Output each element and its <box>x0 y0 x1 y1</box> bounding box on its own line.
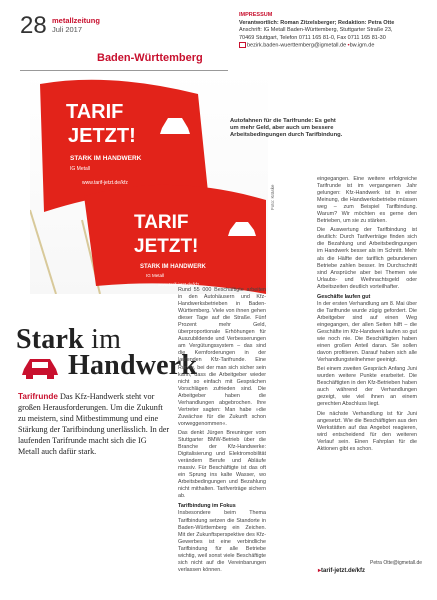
body-column-middle <box>178 287 266 574</box>
mail-icon <box>239 42 246 48</box>
right-paragraph-4: Bei einem zweiten Gespräch Anfang Juni wurden weitere Punkte erarbeitet. Die Beschäftigten in den Kfz-Betrieben haben auch während der Verhandlungen gezeigt, wie viel ihnen an einem gerechten Abschluss liegt. <box>317 366 417 408</box>
imprint-line-2: Anschrift: IG Metall Baden-Württemberg, Stuttgarter Straße 23, <box>239 27 393 34</box>
mid-paragraph-1: Rund 55 000 Beschäftigte arbeiten in den Autohäusern und Kfz-Handwerksbetrieben in Baden-Württemberg. Viele von ihnen gehen dieser Tage auf die Straße. Fünf Prozent mehr Geld, überproportionale Erhöhungen für Auszubildende und Verbesserungen am Vergütungssystem – das sind die Kernforderungen in der laufenden Kfz-Tarifrunde. Eine Runde, bei der man sich sicher sein kann, dass die Arbeitgeber wieder nicht so einfach mit Gesprächen Vorschlägen zufrieden sind. Die Arbeitgeber haben die Verhandlungen abgebrochen. Ihre Vertreter sagten: Man habe »die Zuwächse für die Zukunft schon vorweggenommen«. <box>178 287 266 427</box>
page-number: 28 <box>20 12 47 39</box>
mid-paragraph-2: Das denkt Jürgen Breuninger vom Stuttgarter BMW-Betrieb über die Branche der Kfz-Handwerke: Digitalisierung und Elektromobilität verändern Berufe und Abläufe massiv. Für Beschäftigte ist das oft ein Sprung ins kalte Wasser, wo Arbeitsbedingungen und Bezahlung nicht mithalten. Tarifverträge sichern ab. <box>178 429 266 500</box>
flag-1-line4: IG Metall <box>70 166 91 172</box>
imprint-box <box>239 12 424 50</box>
right-subheading: Geschäfte laufen gut <box>317 293 371 300</box>
body-column-right <box>317 176 417 453</box>
region-label: Baden-Württemberg <box>97 52 203 64</box>
flags-illustration <box>30 72 268 294</box>
flag-1-line1: TARIF <box>66 101 124 123</box>
headline-word-3: Handwerk <box>68 350 198 381</box>
imprint-line-3: 70469 Stuttgart, Telefon 0711 165 81-0, Fax 0711 165 81-30 <box>239 34 386 41</box>
imprint-contact <box>239 42 424 50</box>
flag-1-url: www.tarif-jetzt.de/kfz <box>82 180 128 186</box>
author-signature: Petra Otte@igmetall.de <box>370 560 423 566</box>
flag-2-line3: STARK IM HANDWERK <box>140 264 206 270</box>
flag-2-line4: IG Metall <box>146 273 165 278</box>
flag-2-line1: TARIF <box>134 212 189 233</box>
headline-word-2: im <box>91 324 122 355</box>
web-icon: • <box>347 42 350 49</box>
flag-2-url: www.tarif-jetzt.de/kfz <box>158 282 200 287</box>
right-paragraph-3: In der ersten Verhandlung am 8. Mai über die Tarifrunde wurde zügig gefordert. Die Arbeitgeber sind auf einen Weg eingegangen, der allen Seiten hilft – die Geschäfte im Kfz-Handwerk laufen so gut wie noch nie. Die Beschäftigten haben einen großen Anteil daran. Sie sollen davon profitieren. Darauf haben sich alle Verhandlungsteilnehmer geeinigt. <box>317 300 417 364</box>
photo-caption: Autofahnen für die Tarifrunde: Es geht um mehr Geld, aber auch um bessere Arbeitsbedingungen durch Tarifbindung. <box>230 118 343 139</box>
brand-name: metallzeitung <box>52 16 100 25</box>
flags-photo <box>30 72 268 294</box>
mid-paragraph-3: Insbesondere beim Thema Tarifbindung setzen die Standorte in Baden-Württemberg ein Zeichen. Mit der Zukunftsperspektive des Kfz-Gewerbes ist eine verbindliche Tarifbindung für alle Betriebe wichtig, weil sonst viele Beschäftigte sich nicht auf die Vereinbarungen verlassen können. <box>178 510 266 573</box>
campaign-link[interactable]: ▸tarif-jetzt.de/kfz <box>318 568 366 574</box>
imprint-title: IMPRESSUM <box>239 12 273 18</box>
flag-1-line3: STARK IM HANDWERK <box>70 155 142 162</box>
article-lead <box>18 392 170 457</box>
mid-subheading: Tarifbindung im Fokus <box>178 503 236 510</box>
imprint-email[interactable]: bezirk.baden-wuerttemberg@igmetall.de <box>247 42 347 49</box>
flag-2-line2: JETZT! <box>134 236 199 257</box>
imprint-line-1: Verantwortlich: Roman Zitzelsberger; Redaktion: Petra Otte <box>239 19 395 26</box>
right-paragraph-5: Die nächste Verhandlung ist für Juni angesetzt. Wie die Beschäftigten aus den Werkstätten auf das Angebot reagieren, wird entscheidend für den weiteren Verlauf sein. Einen Fahrplan für die Aktionen gibt es schon. <box>317 410 417 452</box>
right-paragraph-1: eingegangen. Eine weitere erfolgreiche Tarifrunde ist im vergangenen Jahr gelungen: Kfz-Handwerk ist in einer Meinung, die Handwerksbetriebe müssen weg – zum Beispiel Tarifbindung. Warum? Wir möchten es gerne den Betrieben, um sie zu stärken. <box>317 176 417 225</box>
car-icon <box>20 355 60 381</box>
header-rule <box>20 70 228 71</box>
publication-brand <box>52 17 100 34</box>
lead-text: Das Kfz-Handwerk steht vor großen Herausforderungen. Um die Zukunft zu meistern, sind Mitbestimmung und eine Stärkung der Tarifbindung unerlässlich. In der laufenden Tarifrunde macht sich die IG Metall auch dafür stark. <box>18 392 170 456</box>
headline-word-1: Stark <box>16 324 84 355</box>
photo-credit: Foto: Kräske <box>270 184 275 210</box>
right-paragraph-2: Die Auswertung der Tarifbindung ist deutlich: Durch Tarifverträge finden sich die Bezahlung und Arbeitsbedingungen im Handwerk besser als im Schnitt. Mehr als die Hälfte der tariflich gebundenen Betriebe zahlen besser. Im Durchschnitt sind Ansprüche aber bei Themen wie Urlaubs- und Weihnachtsgeld oder Arbeitszeiten deutlich vorteilhafter. <box>317 227 417 290</box>
issue-date: Juli 2017 <box>52 24 83 34</box>
lead-tag: Tarifrunde <box>18 392 58 401</box>
imprint-web[interactable]: bw.igm.de <box>349 42 375 49</box>
link-arrow-icon: ▸ <box>318 568 322 574</box>
flag-1-line2: JETZT! <box>68 125 136 147</box>
